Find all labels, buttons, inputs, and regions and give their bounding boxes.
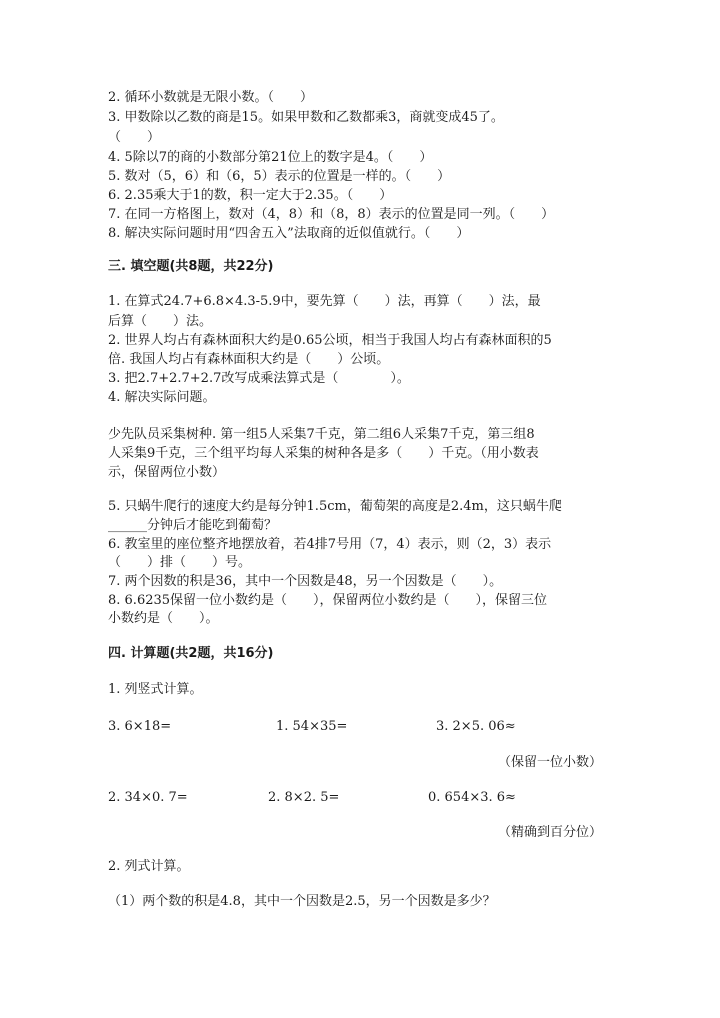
judge-item-2: 2. 循环小数就是无限小数。（ ） bbox=[108, 90, 314, 105]
fill-item-2: 2. 世界人均占有森林面积大约是0.65公顷，相当于我国人均占有森林面积的5 bbox=[108, 333, 552, 348]
fill-item-4-problem-end: 示，保留两位小数） bbox=[108, 465, 226, 480]
fill-item-5: 5. 只蜗牛爬行的速度大约是每分钟1.5cm，葡萄架的高度是2.4m，这只蜗牛爬 bbox=[108, 499, 562, 514]
fill-item-8-cont: 小数约是（ ）。 bbox=[108, 611, 219, 626]
fill-item-3: 3. 把2.7+2.7+2.7改写成乘法算式是（ ）。 bbox=[108, 371, 410, 386]
calc-section-heading: 四. 计算题(共2题，共16分) bbox=[108, 646, 274, 661]
judge-item-3-answer: （ ） bbox=[108, 130, 161, 145]
calc-q2-subquestion: （1）两个数的积是4.8，其中一个因数是2.5，另一个因数是多少？ bbox=[108, 894, 496, 909]
fill-item-8: 8. 6.6235保留一位小数约是（ ），保留两位小数约是（ ），保留三位 bbox=[108, 593, 548, 608]
fill-item-5-cont: ______分钟后才能吃到葡萄？ bbox=[108, 518, 278, 533]
fill-item-6-cont: （ ）排（ ）号。 bbox=[108, 555, 252, 570]
fill-item-7: 7. 两个因数的积是36，其中一个因数是48，另一个因数是（ ）。 bbox=[108, 574, 503, 589]
calc-expr: 3. 6×18= bbox=[108, 719, 172, 734]
fill-section-heading: 三. 填空题(共8题，共22分) bbox=[108, 259, 274, 274]
calc-q1-title: 1. 列竖式计算。 bbox=[108, 682, 203, 697]
fill-item-1-cont: 后算（ ）法。 bbox=[108, 314, 213, 329]
judge-item-3: 3. 甲数除以乙数的商是15。如果甲数和乙数都乘3，商就变成45了。 bbox=[108, 110, 504, 125]
calc-row1-note: （保留一位小数） bbox=[497, 755, 602, 770]
calc-q2-title: 2. 列式计算。 bbox=[108, 859, 190, 874]
fill-item-4-problem-cont: 人采集9千克，三个组平均每人采集的树种各是多（ ）千克。（用小数表 bbox=[108, 446, 539, 461]
calc-expr: 0. 654×3. 6≈ bbox=[428, 790, 516, 805]
fill-item-2-cont: 倍. 我国人均占有森林面积大约是（ ）公顷。 bbox=[108, 352, 390, 367]
calc-expr: 2. 8×2. 5= bbox=[268, 790, 340, 805]
judge-item-8: 8. 解决实际问题时用“四舍五入”法取商的近似值就行。（ ） bbox=[108, 226, 470, 241]
calc-row2-note: （精确到百分位） bbox=[497, 825, 602, 840]
fill-item-4-problem: 少先队员采集树种. 第一组5人采集7千克，第二组6人采集7千克，第三组8 bbox=[108, 427, 535, 442]
fill-item-1: 1. 在算式24.7+6.8×4.3-5.9中，要先算（ ）法，再算（ ）法，最 bbox=[108, 294, 541, 309]
calc-expr: 2. 34×0. 7= bbox=[108, 790, 188, 805]
fill-item-4: 4. 解决实际问题。 bbox=[108, 390, 216, 405]
judge-item-6: 6. 2.35乘大于1的数，积一定大于2.35。（ ） bbox=[108, 188, 393, 203]
judge-item-7: 7. 在同一方格图上，数对（4，8）和（8，8）表示的位置是同一列。（ ） bbox=[108, 207, 555, 222]
fill-item-6: 6. 教室里的座位整齐地摆放着，若4排7号用（7，4）表示，则（2，3）表示 bbox=[108, 537, 552, 552]
judge-item-4: 4. 5除以7的商的小数部分第21位上的数字是4。（ ） bbox=[108, 150, 433, 165]
judge-item-5: 5. 数对（5，6）和（6，5）表示的位置是一样的。（ ） bbox=[108, 169, 451, 184]
calc-expr: 3. 2×5. 06≈ bbox=[436, 719, 516, 734]
calc-expr: 1. 54×35= bbox=[276, 719, 348, 734]
